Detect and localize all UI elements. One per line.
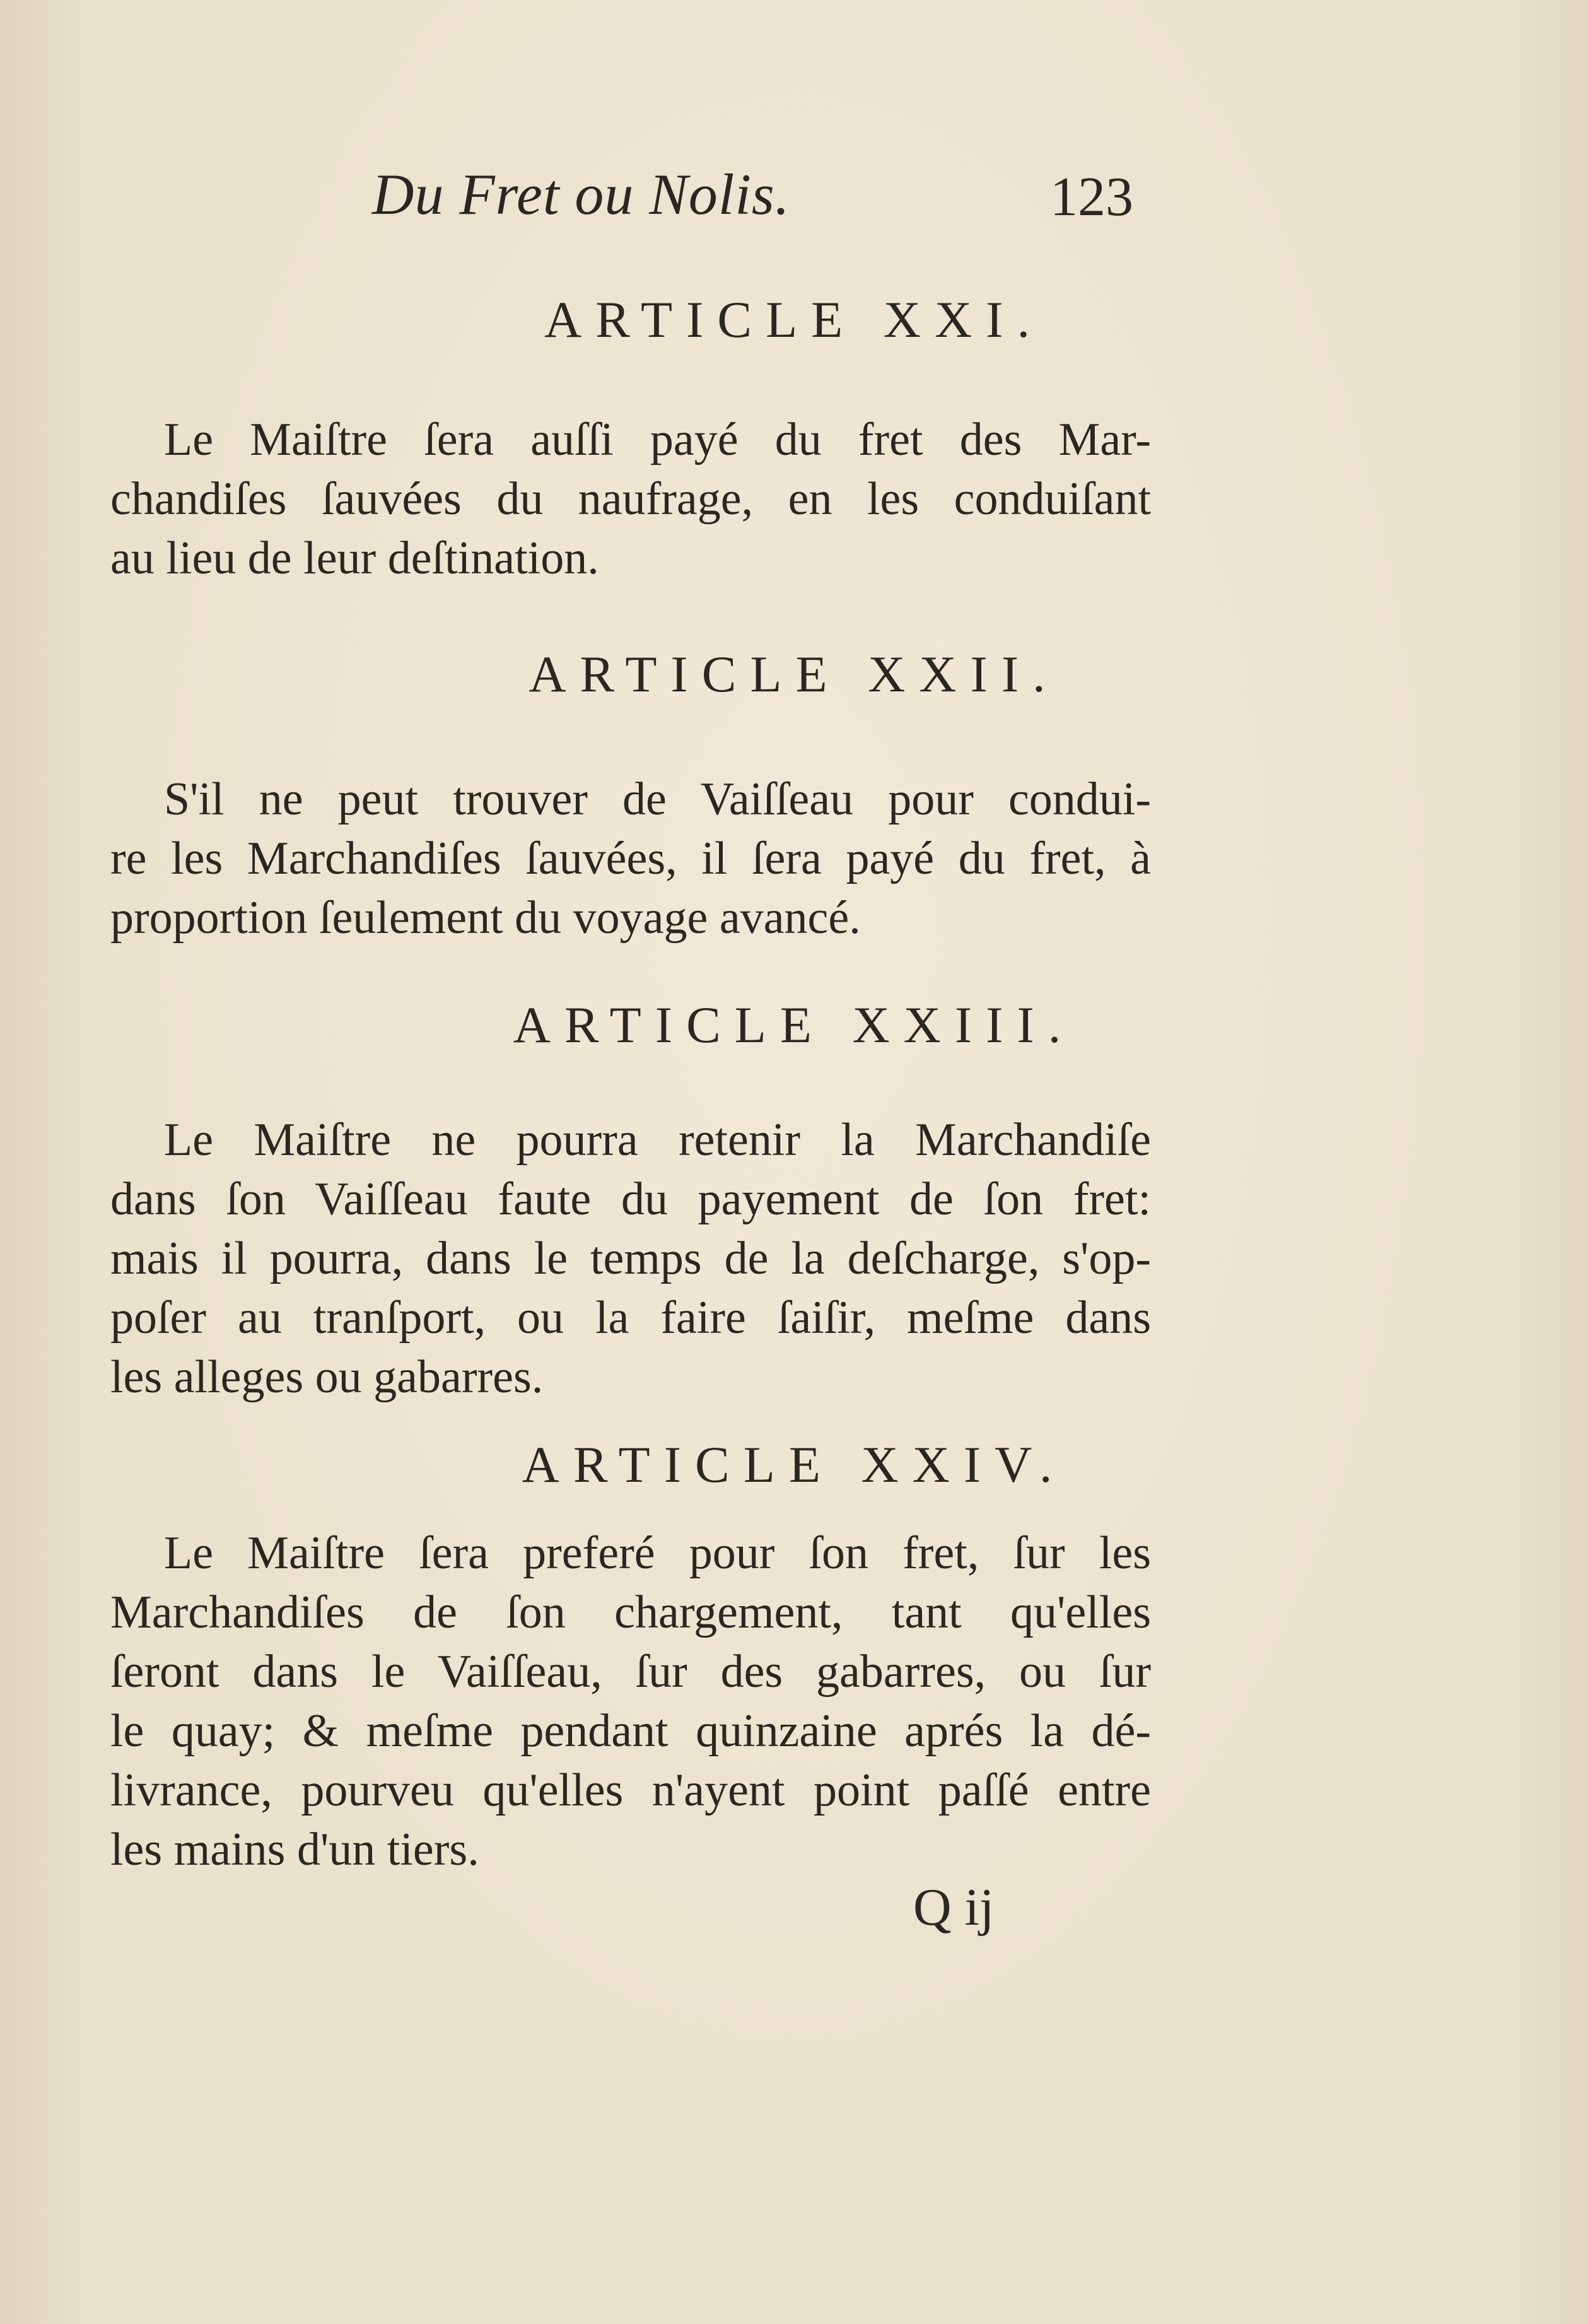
text-line: livrance, pourveu qu'elles n'ayent point paſſé entre xyxy=(110,1764,1151,1816)
text-line: dans ſon Vaiſſeau faute du payement de ſon fret: xyxy=(110,1173,1151,1225)
page-number: 123 xyxy=(1050,167,1133,228)
article-text-22 xyxy=(110,770,1151,948)
text-line: le quay; & meſme pendant quinzaine aprés la dé- xyxy=(110,1705,1151,1757)
text-line: Le Maiſtre ne pourra retenir la Marchandiſe xyxy=(164,1114,1151,1166)
text-line: les mains d'un tiers. xyxy=(110,1824,479,1875)
text-line: proportion ſeulement du voyage avancé. xyxy=(110,892,861,944)
article-heading-24: ARTICLE XXIV. xyxy=(522,1436,1066,1493)
text-line: Marchandiſes de ſon chargement, tant qu'elles xyxy=(110,1587,1151,1638)
text-line: au lieu de leur deſtination. xyxy=(110,532,599,584)
text-line: les alleges ou gabarres. xyxy=(110,1351,544,1403)
text-line: poſer au tranſport, ou la faire ſaiſir, meſme dans xyxy=(110,1292,1151,1344)
article-heading-23: ARTICLE XXIII. xyxy=(513,996,1075,1053)
running-head: Du Fret ou Nolis. xyxy=(372,162,790,226)
article-text-23 xyxy=(110,1110,1151,1407)
article-text-21 xyxy=(110,410,1151,588)
text-line: S'il ne peut trouver de Vaiſſeau pour condui- xyxy=(164,773,1151,825)
signature-mark: Q ij xyxy=(913,1878,995,1937)
article-heading-21: ARTICLE XXI. xyxy=(544,291,1044,348)
article-heading-22: ARTICLE XXII. xyxy=(528,645,1060,703)
text-line: chandiſes ſauvées du naufrage, en les conduiſant xyxy=(110,473,1151,525)
text-line: ſeront dans le Vaiſſeau, ſur des gabarres, ou ſur xyxy=(110,1646,1151,1698)
text-line: re les Marchandiſes ſauvées, il ſera payé du fret, à xyxy=(110,833,1151,884)
article-text-24 xyxy=(110,1523,1151,1879)
text-line: Le Maiſtre ſera preferé pour ſon fret, ſur les xyxy=(164,1527,1151,1579)
text-line: mais il pourra, dans le temps de la deſcharge, s'op- xyxy=(110,1233,1151,1284)
text-line: Le Maiſtre ſera auſſi payé du fret des Mar- xyxy=(164,414,1151,466)
